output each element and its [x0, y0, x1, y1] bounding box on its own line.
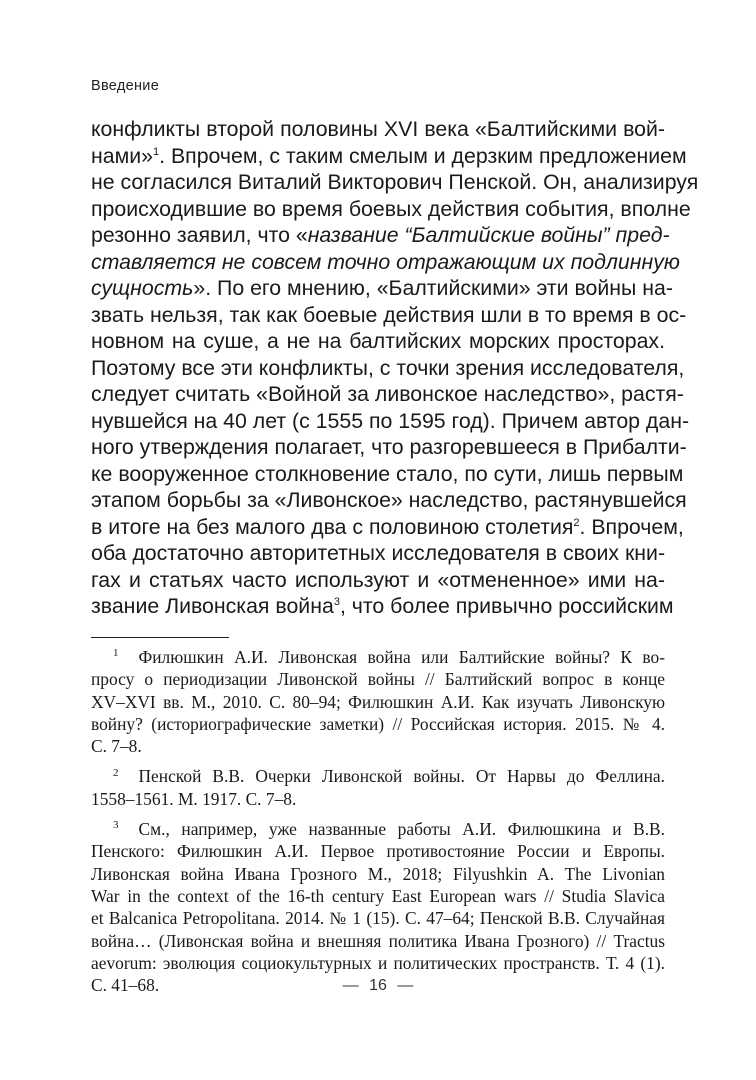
text-segment: в итоге на без малого два с половиною столетия [91, 514, 574, 539]
text-line [91, 567, 665, 594]
text-segment: новном на суше, а не на балтийских морских просторах. [91, 329, 665, 353]
text-line [91, 169, 699, 196]
footnote-line [91, 818, 665, 840]
footnote-text: войну? (историографические заметки) // Российская история. 2015. № 4. [91, 713, 665, 734]
footnote-line [91, 691, 665, 713]
footnote-text: War in the context of the 16-th century East European wars // Studia Slavica [91, 885, 665, 906]
text-segment: ставляется не совсем точно отражающим их подлинную [91, 249, 680, 274]
text-line [91, 487, 687, 514]
text-segment: следует считать «Войной за ливонское наследство», растя- [91, 382, 684, 406]
text-segment: сущность [91, 276, 194, 300]
footnote-text: С. 7–8. [91, 736, 142, 757]
text-line [91, 302, 687, 329]
text-segment: ». По его мнению, «Балтийскими» эти войны на- [193, 276, 673, 300]
text-segment: этапом борьбы за «Ливонское» наследство, растянувшейся [91, 488, 687, 512]
text-segment: Поэтому все эти конфликты, с точки зрения исследователя, [91, 355, 685, 380]
main-text [91, 116, 699, 620]
footnote-text: Пенского: Филюшкин А.И. Первое противостояние России и Европы. [91, 841, 665, 862]
running-head: Введение [91, 78, 160, 94]
footnote-line [91, 765, 665, 787]
text-segment: гах и статьях часто используют и «отмененное» ими на- [91, 567, 665, 592]
text-segment: , что более привычно российским [339, 594, 674, 618]
footnote-line [91, 863, 665, 885]
text-segment: конфликты второй половины XVI века «Балтийскими вой- [91, 117, 665, 141]
footnote-line [91, 713, 665, 735]
text-segment: звание Ливонская война [91, 594, 334, 618]
text-segment: звать нельзя, так как боевые действия шли в то время в ос- [91, 302, 687, 327]
footnote-rule [91, 637, 229, 638]
text-line [91, 196, 691, 223]
text-line [91, 328, 665, 355]
footnote-line [91, 885, 665, 907]
page-number: — 16 — [342, 977, 414, 994]
footnote-line [91, 952, 665, 974]
footnote-line [91, 840, 665, 862]
text-line [91, 116, 665, 143]
footnote-number: 1 [113, 647, 119, 660]
footnote-marker: 3 [333, 595, 340, 608]
footnote-marker: 1 [153, 145, 160, 158]
footnote [91, 818, 665, 996]
text-segment: происходившие во время боевых действия события, вполне [91, 196, 691, 221]
text-line [91, 381, 684, 408]
text-line [91, 514, 684, 541]
footnote-text: См., например, уже названные работы А.И. Филюшкина и В.В. [138, 819, 665, 840]
text-line [91, 593, 674, 620]
footnote-number: 2 [113, 766, 119, 779]
text-line [91, 143, 687, 170]
footnote-number: 3 [113, 819, 119, 832]
footnote-text: Филюшкин А.И. Ливонская война или Балтийские войны? К во- [138, 647, 665, 667]
text-line [91, 461, 684, 488]
text-line [91, 408, 690, 435]
text-segment: резонно заявил, что « [91, 223, 308, 247]
footnote-text: et Balcanica Petropolitana. 2014. № 1 (15). С. 47–64; Пенской В.В. Случайная [91, 908, 665, 929]
footnote-line [91, 668, 665, 690]
footnote-text: 1558–1561. М. 1917. С. 7–8. [91, 788, 297, 809]
text-segment: название “Балтийские войны” пред- [307, 223, 670, 247]
text-segment: . Впрочем, с таким смелым и дерзким предложением [159, 143, 687, 168]
text-segment: нувшейся на 40 лет (с 1555 по 1595 год). Причем автор дан- [91, 408, 690, 433]
footnote-text: XV–XVI вв. М., 2010. С. 80–94; Филюшкин А.И. Как изучать Ливонскую [91, 691, 665, 712]
footnote-marker: 2 [573, 516, 580, 529]
footnote-text: война… (Ливонская война и внешняя политика Ивана Грозного) // Tractus [91, 930, 665, 951]
footnote-text: С. 41–68. [91, 975, 160, 996]
footnote-line [91, 788, 665, 810]
text-line [91, 275, 673, 302]
text-segment: ке вооруженное столкновение стало, по сути, лишь первым [91, 461, 684, 486]
text-segment: не согласился Виталий Викторович Пенской. Он, анализируя [91, 170, 699, 194]
text-line [91, 434, 687, 461]
text-line [91, 249, 680, 276]
text-segment: оба достаточно авторитетных исследователя в своих кни- [91, 541, 666, 565]
footnote-line [91, 735, 665, 757]
footnote [91, 646, 665, 757]
footnote-text: просу о периодизации Ливонской войны // Балтийский вопрос в конце [91, 669, 665, 690]
footnote-text: Пенской В.В. Очерки Ливонской войны. От Нарвы до Феллина. [138, 766, 665, 787]
footnote-text: Ливонская война Ивана Грозного М., 2018; Filyushkin A. The Livonian [91, 863, 665, 884]
footnote [91, 765, 665, 810]
footnote-line [91, 930, 665, 952]
footnote-text: aevorum: эволюция социокультурных и политических пространств. Т. 4 (1). [91, 952, 665, 973]
text-line [91, 222, 670, 249]
footnotes [91, 646, 665, 1004]
text-segment: ного утверждения полагает, что разгоревшееся в Прибалти- [91, 435, 687, 459]
footnote-line [91, 907, 665, 929]
text-line [91, 355, 685, 382]
footnote-line [91, 646, 665, 668]
text-line [91, 540, 665, 567]
text-segment: . Впрочем, [579, 514, 684, 539]
text-segment: нами» [91, 143, 153, 168]
